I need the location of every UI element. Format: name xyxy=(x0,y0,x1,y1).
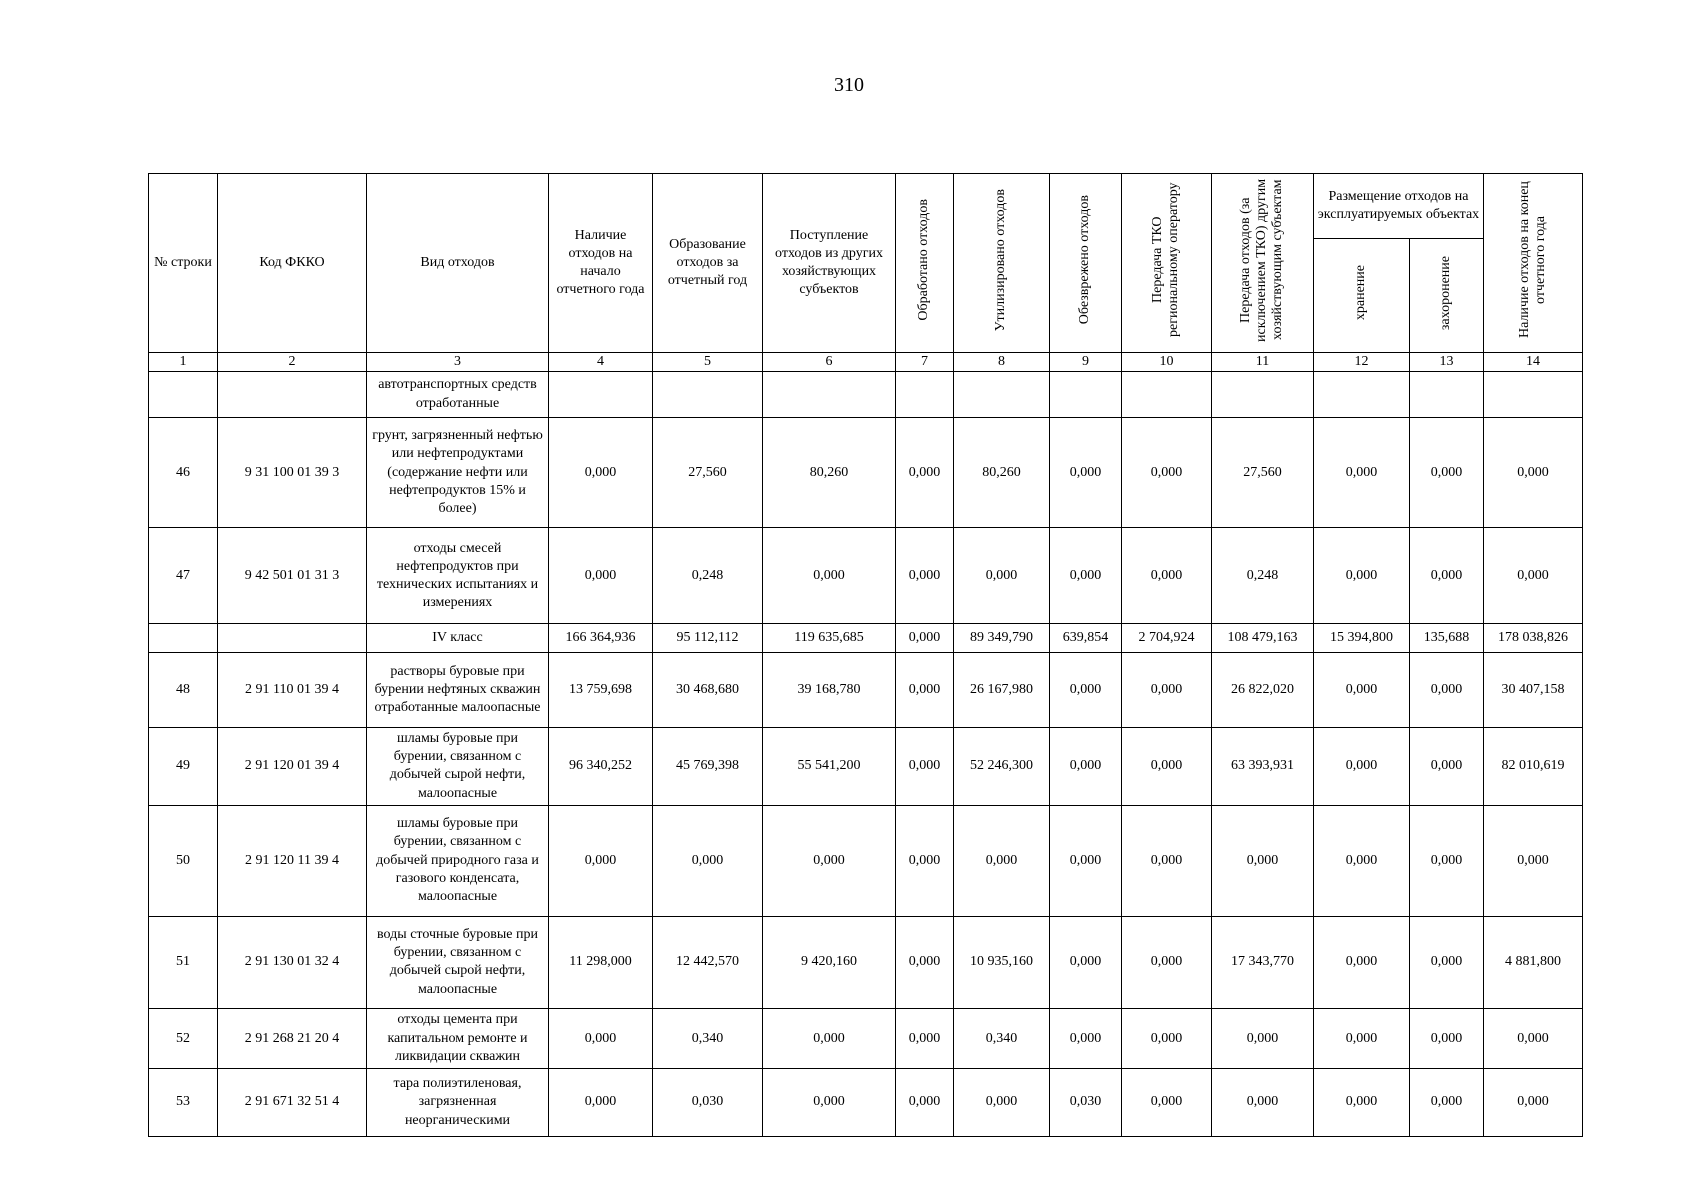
value-cell: 45 769,398 xyxy=(653,727,763,805)
value-cell: 0,000 xyxy=(1484,1009,1583,1068)
value-cell: 0,248 xyxy=(653,528,763,624)
value-cell: 0,000 xyxy=(1050,1009,1122,1068)
value-cell: 0,000 xyxy=(1122,805,1212,916)
fkko-code-cell: 2 91 110 01 39 4 xyxy=(218,653,367,727)
waste-type-cell: шламы буровые при бурении, связанном с добычей природного газа и газового конденсата, малоопасные xyxy=(367,805,549,916)
header-other-transfer: Передача отходов (за исключением ТКО) другим хозяйствующим субъектам xyxy=(1212,174,1314,353)
value-cell: 17 343,770 xyxy=(1212,916,1314,1009)
value-cell: 52 246,300 xyxy=(954,727,1050,805)
value-cell xyxy=(653,372,763,417)
value-cell xyxy=(954,372,1050,417)
header-tko-transfer: Передача ТКО региональному оператору xyxy=(1122,174,1212,353)
value-cell: 135,688 xyxy=(1410,624,1484,653)
value-cell: 26 167,980 xyxy=(954,653,1050,727)
fkko-code-cell: 2 91 120 01 39 4 xyxy=(218,727,367,805)
fkko-code-cell: 2 91 130 01 32 4 xyxy=(218,916,367,1009)
value-cell: 0,000 xyxy=(896,624,954,653)
value-cell: 108 479,163 xyxy=(1212,624,1314,653)
value-cell: 0,000 xyxy=(763,1068,896,1136)
column-number: 13 xyxy=(1410,353,1484,372)
table-row xyxy=(149,805,1583,916)
value-cell: 0,030 xyxy=(653,1068,763,1136)
value-cell: 0,000 xyxy=(653,805,763,916)
value-cell: 0,000 xyxy=(896,528,954,624)
table-row xyxy=(149,372,1583,417)
value-cell: 0,340 xyxy=(653,1009,763,1068)
row-number-cell: 53 xyxy=(149,1068,218,1136)
value-cell: 0,000 xyxy=(896,1009,954,1068)
value-cell: 0,000 xyxy=(763,1009,896,1068)
column-number: 14 xyxy=(1484,353,1583,372)
value-cell: 0,000 xyxy=(549,528,653,624)
value-cell xyxy=(1314,372,1410,417)
header-processed: Обработано отходов xyxy=(896,174,954,353)
value-cell: 11 298,000 xyxy=(549,916,653,1009)
value-cell: 13 759,698 xyxy=(549,653,653,727)
value-cell: 0,000 xyxy=(896,1068,954,1136)
value-cell: 0,340 xyxy=(954,1009,1050,1068)
row-number-cell: 50 xyxy=(149,805,218,916)
value-cell: 0,000 xyxy=(1314,1068,1410,1136)
value-cell: 0,000 xyxy=(1122,653,1212,727)
value-cell: 0,000 xyxy=(896,727,954,805)
value-cell: 0,000 xyxy=(1484,528,1583,624)
row-number-cell: 46 xyxy=(149,417,218,528)
value-cell: 82 010,619 xyxy=(1484,727,1583,805)
value-cell: 0,000 xyxy=(1122,528,1212,624)
value-cell: 63 393,931 xyxy=(1212,727,1314,805)
value-cell: 0,000 xyxy=(1410,916,1484,1009)
value-cell: 119 635,685 xyxy=(763,624,896,653)
row-number-cell: 52 xyxy=(149,1009,218,1068)
table-row xyxy=(149,1009,1583,1068)
value-cell xyxy=(1484,372,1583,417)
column-number: 1 xyxy=(149,353,218,372)
column-number: 11 xyxy=(1212,353,1314,372)
row-number-cell: 48 xyxy=(149,653,218,727)
value-cell: 12 442,570 xyxy=(653,916,763,1009)
waste-type-cell: растворы буровые при бурении нефтяных скважин отработанные малоопасные xyxy=(367,653,549,727)
value-cell: 30 468,680 xyxy=(653,653,763,727)
fkko-code-cell: 9 42 501 01 31 3 xyxy=(218,528,367,624)
fkko-code-cell: 2 91 268 21 20 4 xyxy=(218,1009,367,1068)
value-cell: 0,000 xyxy=(1314,528,1410,624)
column-number: 5 xyxy=(653,353,763,372)
table-row xyxy=(149,1068,1583,1136)
column-number: 9 xyxy=(1050,353,1122,372)
value-cell: 0,000 xyxy=(1484,417,1583,528)
value-cell: 0,000 xyxy=(896,653,954,727)
value-cell: 0,000 xyxy=(1212,1009,1314,1068)
column-number: 3 xyxy=(367,353,549,372)
value-cell: 0,000 xyxy=(1212,805,1314,916)
value-cell: 0,000 xyxy=(1314,653,1410,727)
value-cell: 0,000 xyxy=(1122,1068,1212,1136)
waste-type-cell: тара полиэтиленовая, загрязненная неорганическими xyxy=(367,1068,549,1136)
header-row-number: № строки xyxy=(149,174,218,353)
row-number-cell: 51 xyxy=(149,916,218,1009)
column-number: 12 xyxy=(1314,353,1410,372)
value-cell: 639,854 xyxy=(1050,624,1122,653)
value-cell: 0,248 xyxy=(1212,528,1314,624)
value-cell: 96 340,252 xyxy=(549,727,653,805)
waste-type-cell: IV класс xyxy=(367,624,549,653)
waste-type-cell: шламы буровые при бурении, связанном с добычей сырой нефти, малоопасные xyxy=(367,727,549,805)
header-end-balance: Наличие отходов на конец отчетного года xyxy=(1484,174,1583,353)
value-cell: 0,000 xyxy=(896,916,954,1009)
value-cell: 0,000 xyxy=(1484,805,1583,916)
value-cell: 95 112,112 xyxy=(653,624,763,653)
value-cell xyxy=(1212,372,1314,417)
waste-type-cell: автотранспортных средств отработанные xyxy=(367,372,549,417)
value-cell: 80,260 xyxy=(763,417,896,528)
header-generated: Образование отходов за отчетный год xyxy=(653,174,763,353)
value-cell: 0,000 xyxy=(954,1068,1050,1136)
value-cell xyxy=(1122,372,1212,417)
column-number: 4 xyxy=(549,353,653,372)
value-cell: 89 349,790 xyxy=(954,624,1050,653)
header-neutralized: Обезврежено отходов xyxy=(1050,174,1122,353)
table-row xyxy=(149,653,1583,727)
fkko-code-cell xyxy=(218,372,367,417)
value-cell: 0,000 xyxy=(549,1009,653,1068)
value-cell: 0,000 xyxy=(1122,1009,1212,1068)
value-cell: 0,000 xyxy=(1122,417,1212,528)
row-number-cell: 49 xyxy=(149,727,218,805)
table-body xyxy=(149,372,1583,1137)
value-cell xyxy=(896,372,954,417)
value-cell: 0,000 xyxy=(1410,1009,1484,1068)
column-number: 10 xyxy=(1122,353,1212,372)
value-cell: 27,560 xyxy=(653,417,763,528)
value-cell: 0,000 xyxy=(1050,727,1122,805)
value-cell: 0,000 xyxy=(1050,528,1122,624)
header-waste-type: Вид отходов xyxy=(367,174,549,353)
value-cell: 55 541,200 xyxy=(763,727,896,805)
value-cell: 27,560 xyxy=(1212,417,1314,528)
value-cell: 0,000 xyxy=(1314,417,1410,528)
table-row xyxy=(149,417,1583,528)
value-cell: 166 364,936 xyxy=(549,624,653,653)
value-cell: 0,000 xyxy=(954,528,1050,624)
page-number: 310 xyxy=(834,74,864,96)
header-placement-group: Размещение отходов на эксплуатируемых объектах xyxy=(1314,174,1484,239)
value-cell: 39 168,780 xyxy=(763,653,896,727)
value-cell: 0,000 xyxy=(1050,653,1122,727)
row-number-cell xyxy=(149,372,218,417)
waste-type-cell: отходы цемента при капитальном ремонте и ликвидации скважин xyxy=(367,1009,549,1068)
header-utilized: Утилизировано отходов xyxy=(954,174,1050,353)
header-burial: захоронение xyxy=(1410,239,1484,353)
column-number: 6 xyxy=(763,353,896,372)
value-cell: 4 881,800 xyxy=(1484,916,1583,1009)
value-cell: 0,000 xyxy=(1050,916,1122,1009)
value-cell: 0,000 xyxy=(1410,805,1484,916)
value-cell: 0,030 xyxy=(1050,1068,1122,1136)
waste-type-cell: отходы смесей нефтепродуктов при технических испытаниях и измерениях xyxy=(367,528,549,624)
column-number: 2 xyxy=(218,353,367,372)
fkko-code-cell: 9 31 100 01 39 3 xyxy=(218,417,367,528)
value-cell: 15 394,800 xyxy=(1314,624,1410,653)
value-cell: 0,000 xyxy=(1410,727,1484,805)
value-cell: 0,000 xyxy=(763,528,896,624)
fkko-code-cell: 2 91 120 11 39 4 xyxy=(218,805,367,916)
value-cell: 0,000 xyxy=(1314,916,1410,1009)
row-number-cell: 47 xyxy=(149,528,218,624)
value-cell: 0,000 xyxy=(1314,805,1410,916)
value-cell: 0,000 xyxy=(1410,417,1484,528)
value-cell xyxy=(549,372,653,417)
fkko-code-cell xyxy=(218,624,367,653)
table-row xyxy=(149,727,1583,805)
value-cell: 2 704,924 xyxy=(1122,624,1212,653)
waste-type-cell: грунт, загрязненный нефтью или нефтепродуктами (содержание нефти или нефтепродуктов 15% и более) xyxy=(367,417,549,528)
waste-type-cell: воды сточные буровые при бурении, связанном с добычей сырой нефти, малоопасные xyxy=(367,916,549,1009)
value-cell: 80,260 xyxy=(954,417,1050,528)
column-number: 8 xyxy=(954,353,1050,372)
header-received: Поступление отходов из других хозяйствующих субъектов xyxy=(763,174,896,353)
table-row xyxy=(149,624,1583,653)
column-number: 7 xyxy=(896,353,954,372)
value-cell: 9 420,160 xyxy=(763,916,896,1009)
value-cell: 0,000 xyxy=(1122,727,1212,805)
value-cell: 0,000 xyxy=(549,417,653,528)
value-cell: 0,000 xyxy=(1122,916,1212,1009)
fkko-code-cell: 2 91 671 32 51 4 xyxy=(218,1068,367,1136)
header-row-top xyxy=(149,174,1583,239)
value-cell xyxy=(763,372,896,417)
table-row xyxy=(149,916,1583,1009)
value-cell: 0,000 xyxy=(1314,1009,1410,1068)
value-cell: 10 935,160 xyxy=(954,916,1050,1009)
table-row xyxy=(149,528,1583,624)
value-cell: 178 038,826 xyxy=(1484,624,1583,653)
value-cell: 0,000 xyxy=(763,805,896,916)
header-start-balance: Наличие отходов на начало отчетного года xyxy=(549,174,653,353)
row-number-cell xyxy=(149,624,218,653)
value-cell: 0,000 xyxy=(1050,805,1122,916)
value-cell: 26 822,020 xyxy=(1212,653,1314,727)
value-cell: 0,000 xyxy=(1410,528,1484,624)
value-cell xyxy=(1410,372,1484,417)
column-number-row xyxy=(149,353,1583,372)
value-cell: 0,000 xyxy=(1484,1068,1583,1136)
value-cell: 0,000 xyxy=(1050,417,1122,528)
value-cell: 0,000 xyxy=(1314,727,1410,805)
header-storage: хранение xyxy=(1314,239,1410,353)
value-cell xyxy=(1050,372,1122,417)
value-cell: 0,000 xyxy=(1410,653,1484,727)
value-cell: 0,000 xyxy=(954,805,1050,916)
value-cell: 0,000 xyxy=(1410,1068,1484,1136)
value-cell: 0,000 xyxy=(1212,1068,1314,1136)
value-cell: 0,000 xyxy=(896,417,954,528)
waste-table xyxy=(148,173,1583,1137)
value-cell: 0,000 xyxy=(549,1068,653,1136)
value-cell: 0,000 xyxy=(549,805,653,916)
value-cell: 0,000 xyxy=(896,805,954,916)
header-fkko-code: Код ФККО xyxy=(218,174,367,353)
value-cell: 30 407,158 xyxy=(1484,653,1583,727)
